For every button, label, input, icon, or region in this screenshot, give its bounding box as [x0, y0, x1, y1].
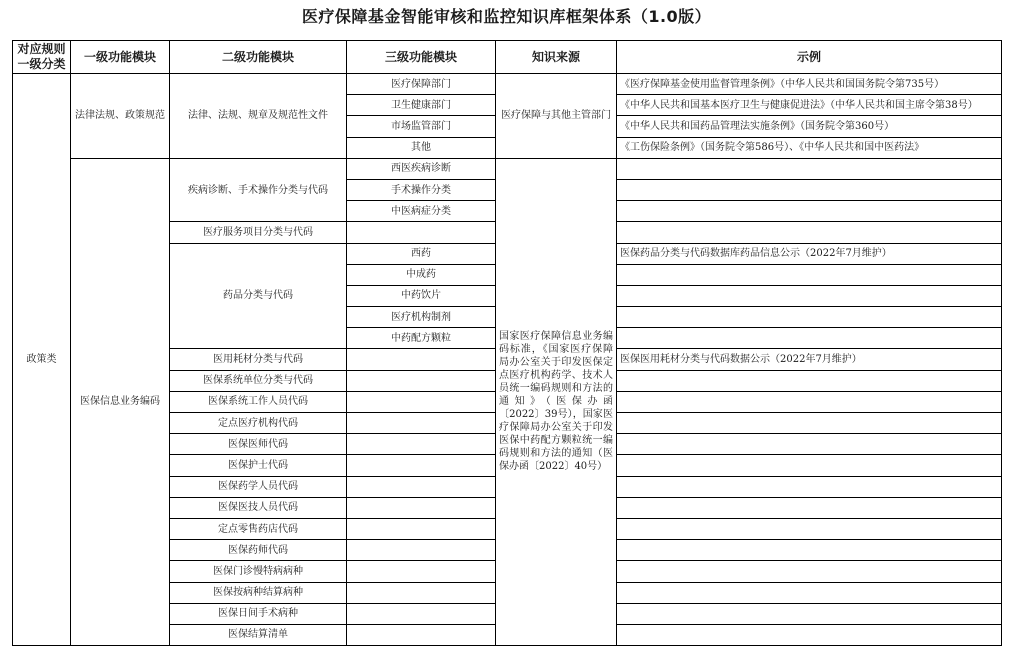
header-source: 知识来源	[496, 41, 617, 74]
level2-cell: 医保按病种结算病种	[170, 582, 347, 603]
example-cell: 《中华人民共和国药品管理法实施条例》（国务院令第360号）	[617, 116, 1002, 137]
level3-cell: 手术操作分类	[347, 179, 496, 200]
level2-cell: 药品分类与代码	[170, 243, 347, 349]
level3-cell	[347, 561, 496, 582]
level2-cell: 医保系统工作人员代码	[170, 391, 347, 412]
header-level2: 二级功能模块	[170, 41, 347, 74]
level3-cell	[347, 222, 496, 243]
example-cell: 医保医用耗材分类与代码数据公示（2022年7月维护）	[617, 349, 1002, 370]
example-cell	[617, 476, 1002, 497]
source-law-cell: 医疗保障与其他主管部门	[496, 74, 617, 159]
level3-cell	[347, 455, 496, 476]
example-cell	[617, 370, 1002, 391]
level3-cell: 中医病症分类	[347, 201, 496, 222]
example-cell	[617, 434, 1002, 455]
level3-cell	[347, 540, 496, 561]
level3-cell	[347, 603, 496, 624]
page-title: 医疗保障基金智能审核和监控知识库框架体系（1.0版）	[301, 7, 712, 26]
level3-cell	[347, 518, 496, 539]
example-cell: 《医疗保障基金使用监督管理条例》（中华人民共和国国务院令第735号）	[617, 74, 1002, 95]
level3-cell	[347, 413, 496, 434]
table-row	[13, 158, 1002, 179]
header-rule-category: 对应规则一级分类	[13, 41, 71, 74]
example-cell: 《中华人民共和国基本医疗卫生与健康促进法》（中华人民共和国主席令第38号）	[617, 95, 1002, 116]
level3-cell: 其他	[347, 137, 496, 158]
level2-cell: 定点医疗机构代码	[170, 413, 347, 434]
level3-cell	[347, 476, 496, 497]
header-row	[13, 41, 1002, 74]
table-row	[13, 74, 1002, 95]
level3-cell: 西药	[347, 243, 496, 264]
example-cell	[617, 222, 1002, 243]
example-cell	[617, 201, 1002, 222]
level3-cell: 中成药	[347, 264, 496, 285]
category-cell: 政策类	[13, 74, 71, 646]
level3-cell	[347, 624, 496, 645]
example-cell: 医保药品分类与代码数据库药品信息公示（2022年7月维护）	[617, 243, 1002, 264]
level2-cell: 医保门诊慢特病病种	[170, 561, 347, 582]
level3-cell: 西医疾病诊断	[347, 158, 496, 179]
level2-cell: 疾病诊断、手术操作分类与代码	[170, 158, 347, 222]
example-cell	[617, 497, 1002, 518]
example-cell	[617, 391, 1002, 412]
level1-law-cell: 法律法规、政策规范	[71, 74, 170, 159]
level3-cell: 医疗保障部门	[347, 74, 496, 95]
example-cell	[617, 624, 1002, 645]
level3-cell	[347, 434, 496, 455]
header-level1: 一级功能模块	[71, 41, 170, 74]
level2-cell: 医保系统单位分类与代码	[170, 370, 347, 391]
example-cell	[617, 518, 1002, 539]
example-cell	[617, 328, 1002, 349]
header-example: 示例	[617, 41, 1002, 74]
example-cell	[617, 603, 1002, 624]
level3-cell	[347, 349, 496, 370]
level2-cell: 定点零售药店代码	[170, 518, 347, 539]
level3-cell: 中药饮片	[347, 285, 496, 306]
source-coding-cell: 国家医疗保障信息业务编码标准，《国家医疗保障局办公室关于印发医保定点医疗机构药学、技术人员统一编码规则和方法的通知》（医保办函〔2022〕39号），国家医疗保障局办公室关于印发医保中药配方颗粒统一编码规则和方法的通知（医保办函〔2022〕40号）	[496, 158, 617, 645]
level2-cell: 医保护士代码	[170, 455, 347, 476]
level2-cell: 医保医师代码	[170, 434, 347, 455]
level3-cell: 卫生健康部门	[347, 95, 496, 116]
example-cell	[617, 582, 1002, 603]
example-cell	[617, 455, 1002, 476]
level2-cell: 医疗服务项目分类与代码	[170, 222, 347, 243]
example-cell: 《工伤保险条例》（国务院令第586号）、《中华人民共和国中医药法》	[617, 137, 1002, 158]
level2-cell: 医保结算清单	[170, 624, 347, 645]
example-cell	[617, 307, 1002, 328]
header-level3: 三级功能模块	[347, 41, 496, 74]
level3-cell: 中药配方颗粒	[347, 328, 496, 349]
level1-coding-cell: 医保信息业务编码	[71, 158, 170, 645]
level3-cell: 医疗机构制剂	[347, 307, 496, 328]
framework-table	[12, 40, 1002, 646]
level3-cell	[347, 582, 496, 603]
example-cell	[617, 540, 1002, 561]
example-cell	[617, 264, 1002, 285]
example-cell	[617, 413, 1002, 434]
level3-cell	[347, 370, 496, 391]
level2-cell: 医保药学人员代码	[170, 476, 347, 497]
level3-cell	[347, 391, 496, 412]
example-cell	[617, 285, 1002, 306]
level2-cell: 医用耗材分类与代码	[170, 349, 347, 370]
level2-cell: 医保医技人员代码	[170, 497, 347, 518]
level2-cell: 医保日间手术病种	[170, 603, 347, 624]
level3-cell: 市场监管部门	[347, 116, 496, 137]
example-cell	[617, 179, 1002, 200]
example-cell	[617, 158, 1002, 179]
level2-law-docs-cell: 法律、法规、规章及规范性文件	[170, 74, 347, 159]
level3-cell	[347, 497, 496, 518]
example-cell	[617, 561, 1002, 582]
level2-cell: 医保药师代码	[170, 540, 347, 561]
